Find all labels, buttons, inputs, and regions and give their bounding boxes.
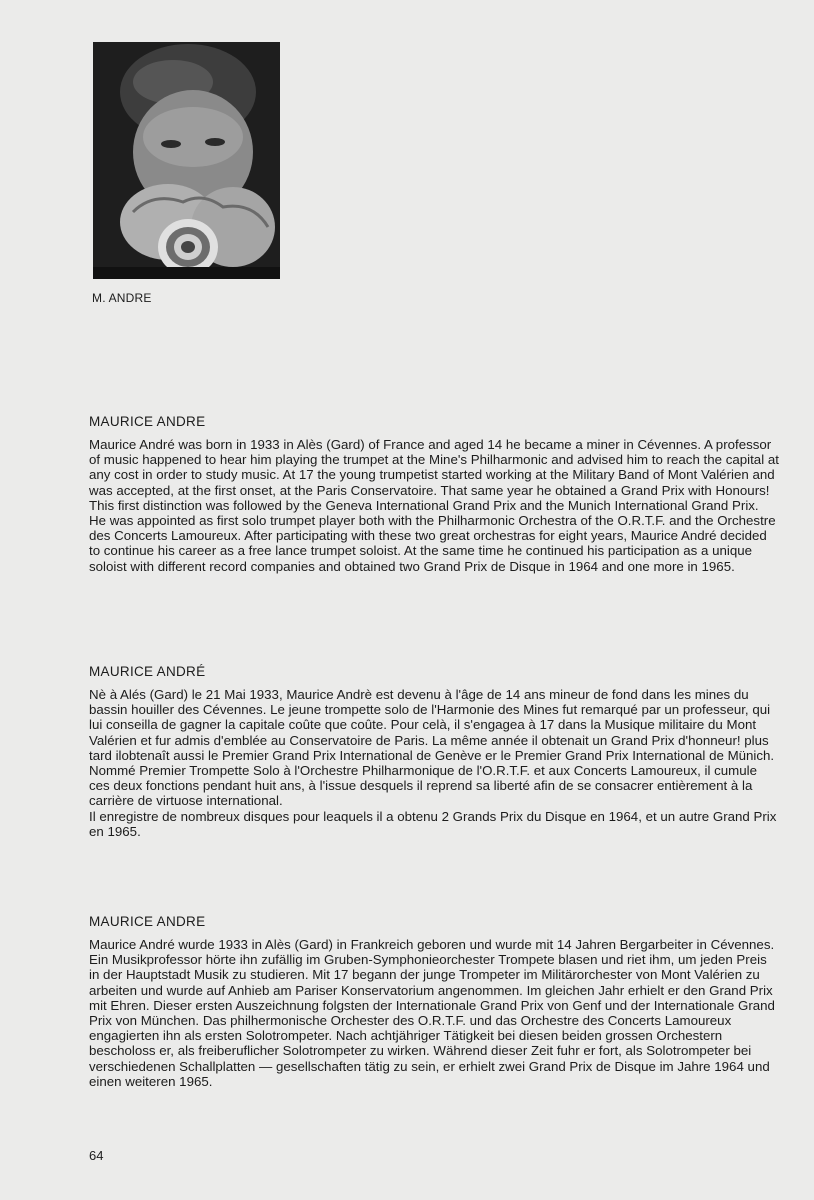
trumpet-player-portrait xyxy=(93,42,280,279)
section-body: Maurice André was born in 1933 in Alès (Gard) of France and aged 14 he became a miner in Cévennes. A professor of music happened to hear him playing the trumpet at the Mine's Philharmonic and advised him to reach the capital at any cost in order to study music. At 17 the young trumpetist started working at the Military Band of Mont Valérien and was accepted, at the first onset, at the Paris Conservatoire. That same year he obtained a Grand Prix with Honours! This first distinction was followed by the Geneva International Grand Prix and the Munich International Grand Prix. He was appointed as first solo trumpet player both with the Philharmonic Orchestra of the O.R.T.F. and the Orchestre des Concerts Lamoureux. After participating with these two great orchestras for eight years, Maurice André decided to continue his career as a free lance trumpet soloist. At the same time he continued his participation as a unique soloist with different record companies and obtained two Grand Prix de Disque in 1964 and one more in 1965. xyxy=(89,437,779,574)
page-number: 64 xyxy=(89,1148,104,1163)
portrait-photo xyxy=(93,42,280,279)
section-heading: MAURICE ANDRÉ xyxy=(89,664,206,679)
section-paragraph: Nommé Premier Trompette Solo à l'Orchestre Philharmonique de l'O.R.T.F. et aux Concerts Lamoureux, il cumule ces deux fonctions pendant huit ans, à l'issue desquels il reprend sa liberté afin de se consacrer entièrement à la carrière de virtuose international. xyxy=(89,763,757,809)
section-english xyxy=(89,414,779,574)
section-german xyxy=(89,914,779,1089)
section-body: Maurice André wurde 1933 in Alès (Gard) in Frankreich geboren und wurde mit 14 Jahren Bergarbeiter in Cévennes. Ein Musikprofessor hörte ihn zufällig im Gruben-Symphonieorchester Trompete blasen und riet ihm, um jeden Preis in der Hauptstadt Musik zu studieren. Mit 17 begann der junge Trompeter im Militärorchester von Mont Valérien zu arbeiten und wurde auf Anhieb am Pariser Konservatorium angenommen. Im gleichen Jahr erhielt er den Grand Prix mit Ehren. Dieser ersten Auszeichnung folgsten der Internationale Grand Prix von Genf und der Internationale Grand Prix von München. Das philhermonische Orchester des O.R.T.F. und das Orchestre des Concerts Lamoureux engagierten ihn als ersten Solotrompeter. Nach achtjähriger Tätigkeit bei diesen beiden grossen Orchestern bescholoss er, als freiberuflicher Solotrompeter zu wirken. Während dieser Zeit fuhr er fort, als Solotrompeter bei verschiedenen Schallplatten — gesellschaften tätig zu sein, er erhielt zwei Grand Prix de Disque im Jahre 1964 und einen weiteren 1965. xyxy=(89,937,775,1089)
section-french xyxy=(89,664,779,839)
photo-caption: M. ANDRE xyxy=(92,291,152,305)
section-heading: MAURICE ANDRE xyxy=(89,914,206,929)
section-paragraph: Nè à Alés (Gard) le 21 Mai 1933, Maurice Andrè est devenu à l'âge de 14 ans mineur de fond dans les mines du bassin houiller des Cévennes. Le jeune trompette solo de l'Harmonie des Mines fut remarqué par un professeur, qui lui conseilla de gagner la capitale coûte que coûte. Pour celà, il s'engagea à 17 dans la Musique militaire du Mont Valérien et fur admis d'emblée au Conservatoire de Paris. La même année il obtenait un Grand Prix d'honneur! plus tard ilobtenaît aussi le Premier Grand Prix International de Genève er le Premier Grand Prix International de Münich. xyxy=(89,687,775,763)
section-heading: MAURICE ANDRE xyxy=(89,414,206,429)
section-paragraph: Il enregistre de nombreux disques pour leaquels il a obtenu 2 Grands Prix du Disque en 1964, et un autre Grand Prix en 1965. xyxy=(89,808,777,839)
